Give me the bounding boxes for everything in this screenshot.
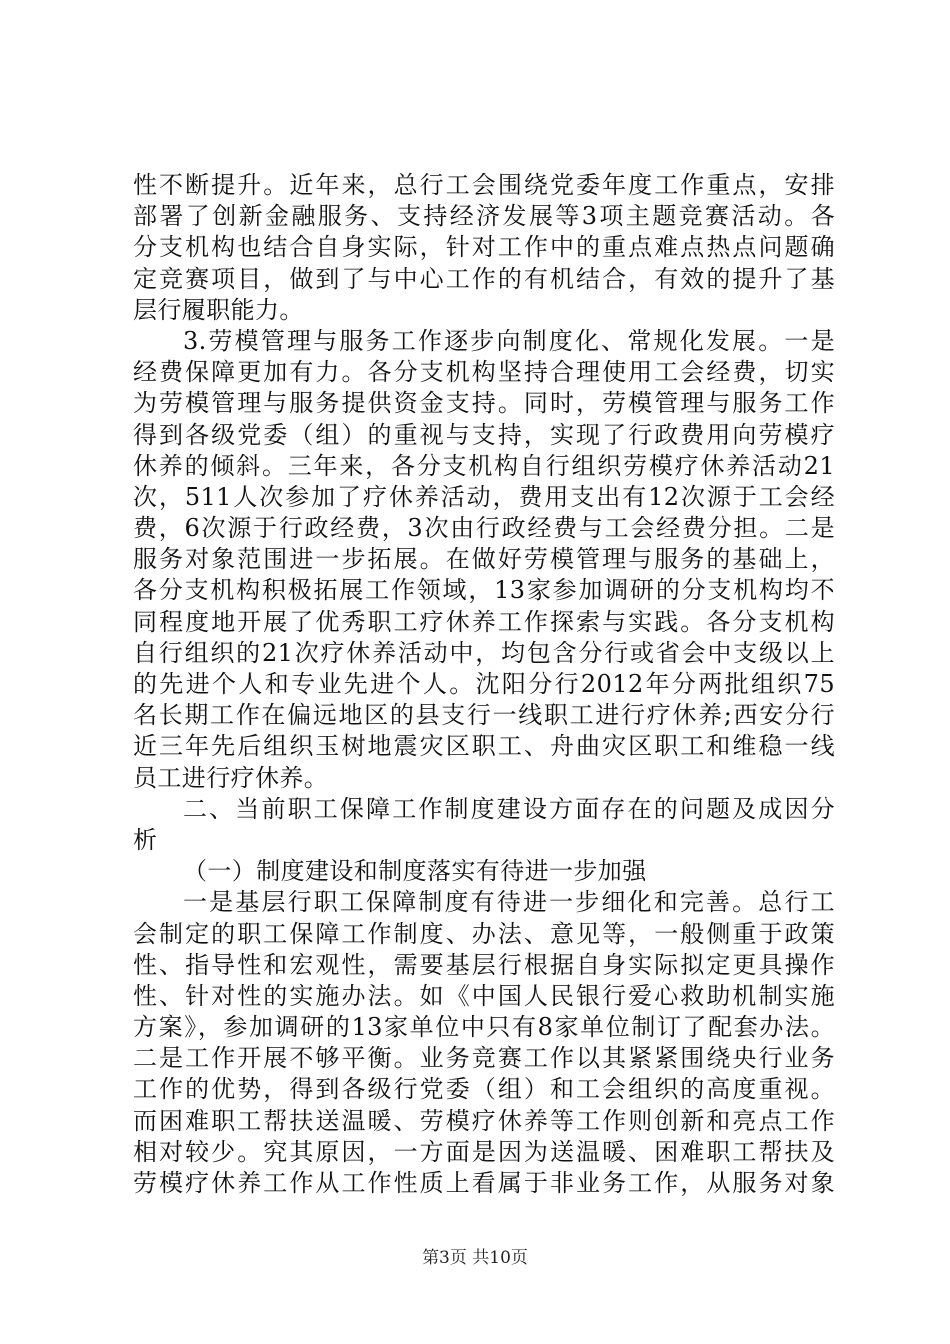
text-line: 性、指导性和宏观性，需要基层行根据自身实际拟定更具操作 — [133, 950, 835, 979]
text-line: 方案》，参加调研的13家单位中只有8家单位制订了配套办法。 — [133, 1013, 835, 1042]
text-line: 同程度地开展了优秀职工疗休养工作探索与实践。各分支机构 — [133, 607, 835, 636]
text-line: 性、针对性的实施办法。如《中国人民银行爱心救助机制实施 — [133, 981, 835, 1010]
text-line: 次，511人次参加了疗休养活动，费用支出有12次源于工会经 — [133, 482, 835, 511]
text-line: 层行履职能力。 — [133, 295, 304, 324]
text-line: 员工进行疗休养。 — [133, 763, 329, 792]
body-text — [133, 170, 835, 1199]
text-line: 分支机构也结合自身实际，针对工作中的重点难点热点问题确 — [133, 233, 835, 262]
text-line: 劳模疗休养工作从工作性质上看属于非业务工作，从服务对象 — [133, 1169, 835, 1197]
text-line: 休养的倾斜。三年来，各分支机构自行组织劳模疗休养活动21 — [133, 451, 835, 480]
text-line: 而困难职工帮扶送温暖、劳模疗休养等工作则创新和亮点工作 — [133, 1106, 835, 1135]
section-heading-continued: 析 — [133, 825, 158, 854]
text-line: 定竞赛项目，做到了与中心工作的有机结合，有效的提升了基 — [133, 264, 835, 293]
text-line: 名长期工作在偏远地区的县支行一线职工进行疗休养;西安分行 — [133, 701, 835, 730]
text-line: 一是基层行职工保障制度有待进一步细化和完善。总行工 — [183, 888, 835, 917]
text-line: 工作的优势，得到各级行党委（组）和工会组织的高度重视。 — [133, 1075, 835, 1104]
text-line: 自行组织的21次疗休养活动中，均包含分行或省会中支级以上 — [133, 638, 835, 667]
text-line: 得到各级党委（组）的重视与支持，实现了行政费用向劳模疗 — [133, 420, 835, 449]
text-line: 相对较少。究其原因，一方面是因为送温暖、困难职工帮扶及 — [133, 1137, 835, 1166]
text-line: 为劳模管理与服务提供资金支持。同时，劳模管理与服务工作 — [133, 389, 835, 418]
page-number-footer: 第3页 共10页 — [422, 1248, 528, 1268]
section-heading: 二、当前职工保障工作制度建设方面存在的问题及成因分 — [183, 794, 835, 823]
text-line: 二是工作开展不够平衡。业务竞赛工作以其紧紧围绕央行业务 — [133, 1044, 835, 1073]
text-line: 3.劳模管理与服务工作逐步向制度化、常规化发展。一是 — [183, 326, 835, 355]
text-line: 的先进个人和专业先进个人。沈阳分行2012年分两批组织75 — [133, 670, 835, 698]
text-line: 性不断提升。近年来，总行工会围绕党委年度工作重点，安排 — [133, 171, 835, 199]
text-line: 部署了创新金融服务、支持经济发展等3项主题竞赛活动。各 — [133, 202, 835, 231]
text-line: 服务对象范围进一步拓展。在做好劳模管理与服务的基础上， — [133, 545, 835, 574]
text-line: 各分支机构积极拓展工作领域，13家参加调研的分支机构均不 — [133, 576, 835, 605]
text-line: 费，6次源于行政经费，3次由行政经费与工会经费分担。二是 — [133, 514, 835, 543]
text-line: 会制定的职工保障工作制度、办法、意见等，一般侧重于政策 — [133, 919, 835, 948]
text-line: 经费保障更加有力。各分支机构坚持合理使用工会经费，切实 — [133, 358, 835, 387]
text-line: 近三年先后组织玉树地震灾区职工、舟曲灾区职工和维稳一线 — [133, 732, 835, 761]
subsection-heading: （一）制度建设和制度落实有待进一步加强 — [183, 857, 647, 886]
